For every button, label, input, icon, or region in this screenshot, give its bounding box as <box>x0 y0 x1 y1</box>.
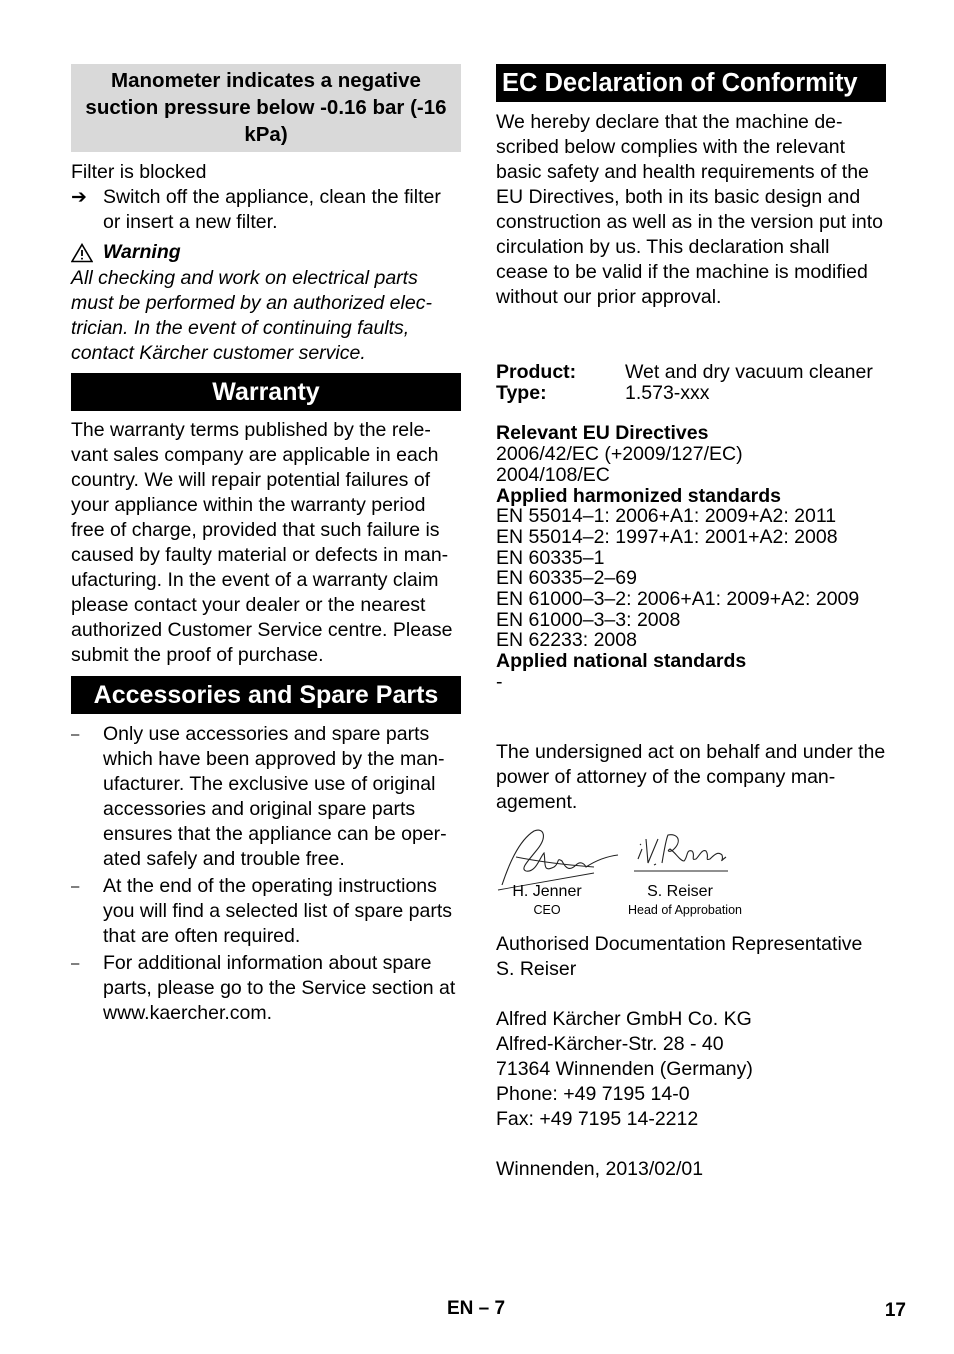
signatory1-role: CEO <box>533 902 561 917</box>
auth-rep-block <box>496 932 886 982</box>
signature-area <box>496 827 886 932</box>
company-city: 71364 Winnenden (Germany) <box>496 1057 753 1080</box>
directives-heading: Relevant EU Directives <box>496 422 709 445</box>
standard-item: EN 60335–1 <box>496 546 605 569</box>
type-row <box>496 383 886 404</box>
standard-item: EN 61000–3–2: 2006+A1: 2009+A2: 2009 <box>496 588 860 611</box>
list-item: – At the end of the operating instructions you will find a selected list of spare parts that are often required. <box>71 875 453 947</box>
harmonized-heading: Applied harmonized standards <box>496 484 781 507</box>
standards-block <box>496 423 886 692</box>
signatory2-role: Head of Approbation <box>628 902 742 917</box>
national-heading: Applied national standards <box>496 650 747 673</box>
filter-blocked-text: Filter is blocked <box>71 161 207 183</box>
standard-item: EN 60335–2–69 <box>496 567 637 590</box>
left-column <box>71 64 461 1028</box>
auth-rep-title: Authorised Documentation Representative <box>496 932 863 955</box>
type-value: 1.573-xxx <box>625 381 710 404</box>
warranty-text: The warranty terms published by the rele-vant sales company are applicable in each country. We will repair potential failures of your appliance within the warranty period free of charge, provided that such failure is caused by faulty material or defects in man-ufacturing. In the event of a warranty claim please contact your dealer or the nearest authorized Customer Service centre. Please submit the proof of purchase. <box>71 419 453 666</box>
signatory2-name: S. Reiser <box>647 882 713 900</box>
place-date: Winnenden, 2013/02/01 <box>496 1157 704 1180</box>
standard-item: EN 61000–3–3: 2008 <box>496 608 681 631</box>
product-value: Wet and dry vacuum cleaner <box>625 361 873 383</box>
list-item: – Only use accessories and spare parts which have been approved by the man-ufacturer. The exclusive use of original accessories and original spare parts ensures that the appliance can be oper-ated safely and trouble free. <box>71 723 447 870</box>
standard-item: EN 55014–1: 2006+A1: 2009+A2: 2011 <box>496 505 837 528</box>
warranty-heading: Warranty <box>71 373 461 411</box>
directive-item: 2004/108/EC <box>496 463 610 486</box>
ec-declaration-heading: EC Declaration of Conformity <box>496 64 886 102</box>
accessories-heading: Accessories and Spare Parts <box>71 676 461 714</box>
warning-text: All checking and work on electrical parts must be performed by an authorized elec-trician. In the event of continuing faults, contact Kärcher customer service. <box>71 267 432 364</box>
filter-action-text: Switch off the appliance, clean the filter or insert a new filter. <box>103 186 441 233</box>
undersigned-text: The undersigned act on behalf and under the power of attorney of the company man-agement. <box>496 740 886 813</box>
company-street: Alfred-Kärcher-Str. 28 - 40 <box>496 1032 724 1055</box>
footer-language-page: EN – 7 <box>447 1298 506 1319</box>
arrow-right-icon: ➔ <box>71 187 87 208</box>
directive-item: 2006/42/EC (+2009/127/EC) <box>496 443 743 466</box>
ec-intro-text: We hereby declare that the machine de-scribed below complies with the relevant basic safety and health requirements of the EU Directives, both in its basic design and construction as well as in the version put into circulation by us. This declaration shall cease to be valid if the machine is modified without our prior approval. <box>496 111 883 308</box>
signatory1-name: H. Jenner <box>512 882 582 900</box>
warning-title-row <box>71 240 461 265</box>
company-address-block <box>496 1007 886 1132</box>
product-block <box>496 362 886 403</box>
warning-title: Warning <box>103 241 181 263</box>
warning-triangle-icon <box>71 243 93 263</box>
company-phone: Phone: +49 7195 14-0 <box>496 1082 690 1105</box>
company-fax: Fax: +49 7195 14-2212 <box>496 1107 699 1130</box>
manometer-heading: Manometer indicates a negative suction pressure below -0.16 bar (-16 kPa) <box>71 64 461 152</box>
filter-action-row <box>71 185 461 235</box>
product-row <box>496 362 886 383</box>
standard-item: EN 55014–2: 1997+A1: 2001+A2: 2008 <box>496 525 838 548</box>
footer-page-number: 17 <box>884 1300 906 1321</box>
accessories-list <box>71 722 461 1026</box>
national-value: - <box>496 670 503 693</box>
list-item: – For additional information about spare parts, please go to the Service section at www.kaercher.com. <box>71 952 456 1024</box>
standard-item: EN 62233: 2008 <box>496 629 637 652</box>
company-name: Alfred Kärcher GmbH Co. KG <box>496 1007 752 1030</box>
auth-rep-name: S. Reiser <box>496 957 577 980</box>
type-label: Type: <box>496 381 547 404</box>
right-column <box>496 64 886 1182</box>
product-label: Product: <box>496 361 577 383</box>
